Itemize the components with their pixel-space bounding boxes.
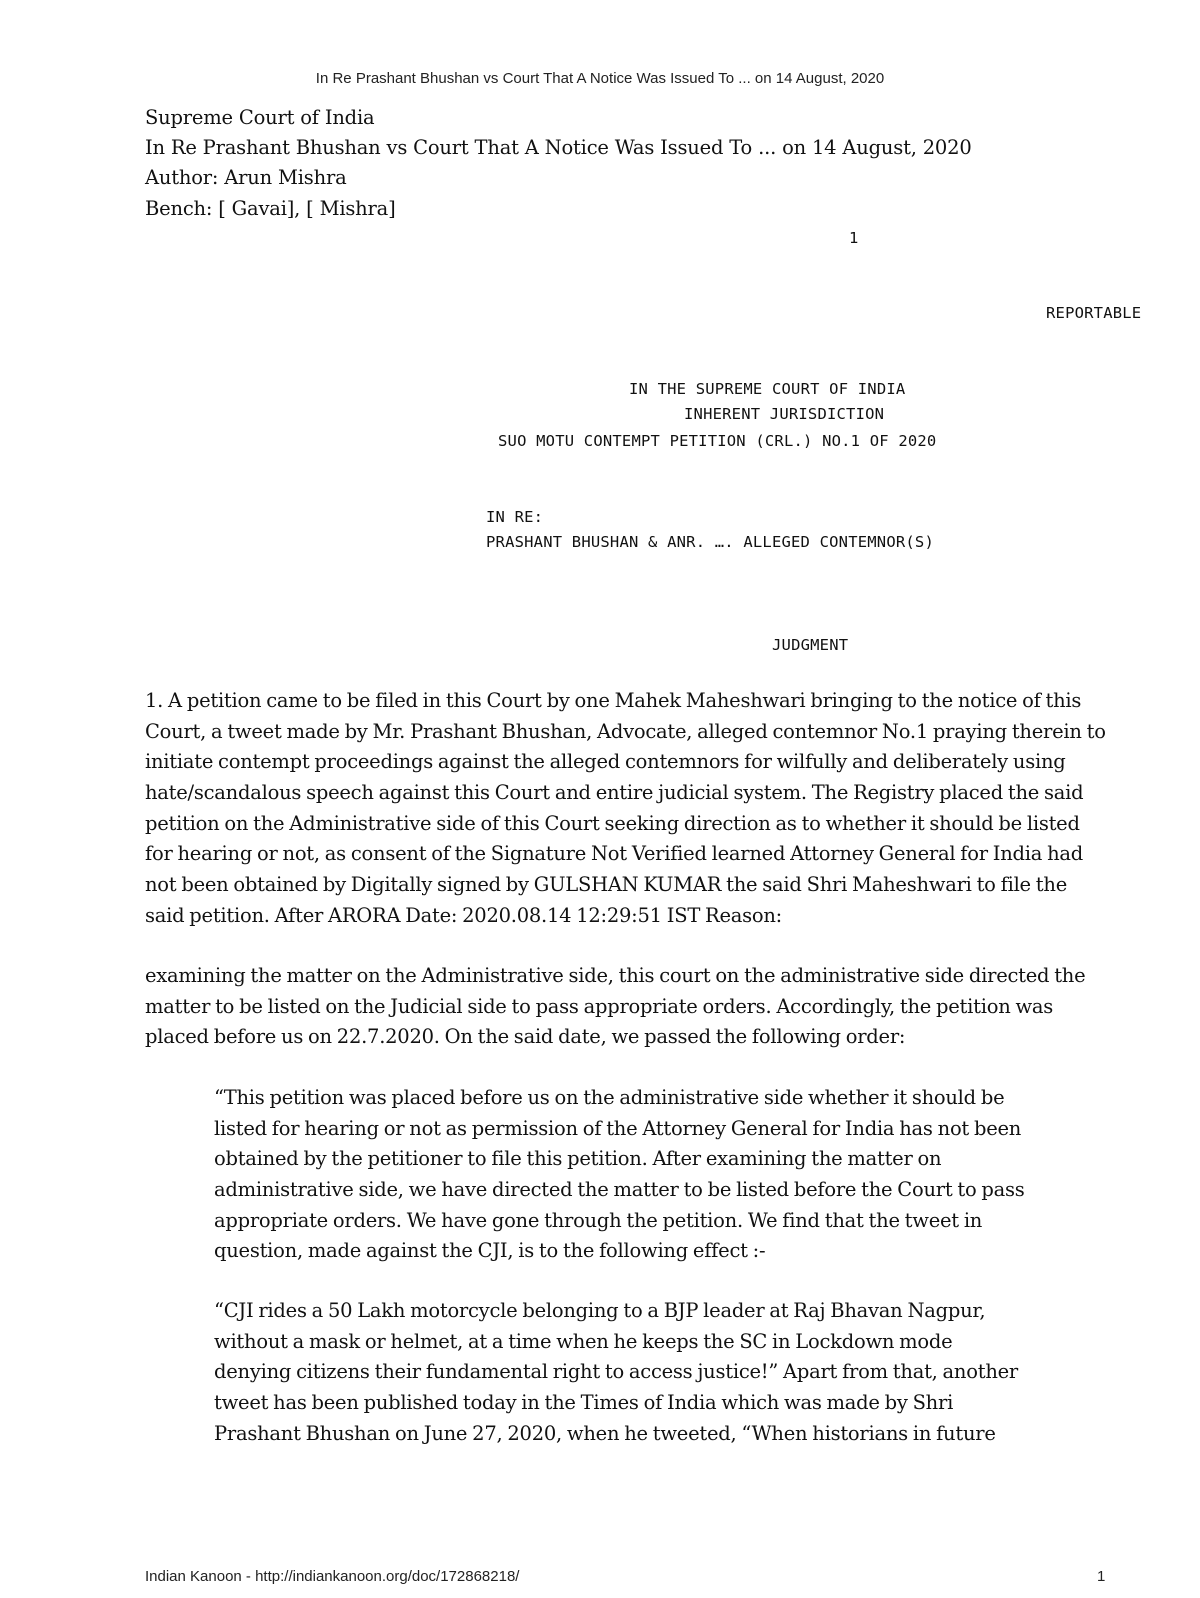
running-header: In Re Prashant Bhushan vs Court That A Notice Was Issued To ... on 14 August, 2020 bbox=[315, 70, 885, 87]
paragraph-line: Court, a tweet made by Mr. Prashant Bhushan, Advocate, alleged contemnor No.1 praying therein to bbox=[145, 719, 1106, 743]
footer-page-number: 1 bbox=[1097, 1568, 1106, 1585]
quote-line: listed for hearing or not as permission of the Attorney General for India has not been bbox=[214, 1116, 1022, 1140]
caption-in-re: IN RE: bbox=[486, 508, 544, 526]
paragraph-line: 1. A petition came to be filed in this Court by one Mahek Maheshwari bringing to the notice of this bbox=[145, 689, 1082, 712]
quote-line: tweet has been published today in the Times of India which was made by Shri bbox=[214, 1391, 954, 1415]
caption-parties: PRASHANT BHUSHAN & ANR. …. ALLEGED CONTEMNOR(S) bbox=[486, 533, 934, 551]
caption-petition: SUO MOTU CONTEMPT PETITION (CRL.) NO.1 OF 2020 bbox=[498, 432, 937, 450]
caption-jurisdiction: INHERENT JURISDICTION bbox=[684, 405, 885, 423]
paragraph-line: not been obtained by Digitally signed by GULSHAN KUMAR the said Shri Maheshwari to file the bbox=[145, 873, 1067, 897]
reportable-label: REPORTABLE bbox=[1046, 304, 1142, 322]
quote-line: question, made against the CJI, is to the following effect :- bbox=[214, 1239, 766, 1263]
judgment-page-number: 1 bbox=[849, 229, 859, 247]
paragraph-line: petition on the Administrative side of this Court seeking direction as to whether it should be listed bbox=[145, 811, 1080, 835]
paragraph-line: matter to be listed on the Judicial side to pass appropriate orders. Accordingly, the petition was bbox=[145, 994, 1054, 1018]
author-line: Author: Arun Mishra bbox=[145, 166, 347, 189]
judgment-heading: JUDGMENT bbox=[772, 636, 849, 654]
quote-line: appropriate orders. We have gone through the petition. We find that the tweet in bbox=[214, 1208, 983, 1232]
paragraph-line: for hearing or not, as consent of the Signature Not Verified learned Attorney General for India had bbox=[145, 842, 1083, 866]
quote-line: denying citizens their fundamental right to access justice!” Apart from that, another bbox=[214, 1360, 1018, 1384]
quoted-order bbox=[214, 1083, 1044, 1267]
footer-source: Indian Kanoon - http://indiankanoon.org/doc/172868218/ bbox=[145, 1568, 520, 1585]
quote-line: “This petition was placed before us on the administrative side whether it should be bbox=[214, 1086, 1005, 1109]
quote-line: Prashant Bhushan on June 27, 2020, when he tweeted, “When historians in future bbox=[214, 1421, 996, 1445]
court-name: Supreme Court of India bbox=[145, 106, 375, 129]
paragraph-line: said petition. After ARORA Date: 2020.08.14 12:29:51 IST Reason: bbox=[145, 903, 783, 927]
caption-court: IN THE SUPREME COURT OF INDIA bbox=[629, 380, 906, 398]
quote-line: administrative side, we have directed the matter to be listed before the Court to pass bbox=[214, 1178, 1025, 1202]
paragraph-line: hate/scandalous speech against this Court and entire judicial system. The Registry placed the said bbox=[145, 781, 1084, 805]
quote-line: without a mask or helmet, at a time when he keeps the SC in Lockdown mode bbox=[214, 1329, 953, 1353]
quote-line: obtained by the petitioner to file this petition. After examining the matter on bbox=[214, 1147, 942, 1171]
paragraph-line: examining the matter on the Administrative side, this court on the administrative side directed the bbox=[145, 964, 1086, 987]
quote-line: “CJI rides a 50 Lakh motorcycle belonging to a BJP leader at Raj Bhavan Nagpur, bbox=[214, 1299, 986, 1322]
paragraph-line: placed before us on 22.7.2020. On the said date, we passed the following order: bbox=[145, 1025, 906, 1049]
paragraph-2 bbox=[145, 961, 1120, 1053]
bench-line: Bench: [ Gavai], [ Mishra] bbox=[145, 197, 396, 220]
paragraph-1 bbox=[145, 686, 1120, 932]
document-title: In Re Prashant Bhushan vs Court That A Notice Was Issued To ... on 14 August, 2020 bbox=[145, 136, 972, 159]
quoted-tweet bbox=[214, 1296, 1044, 1449]
paragraph-line: initiate contempt proceedings against the alleged contemnors for wilfully and deliberately using bbox=[145, 750, 1066, 774]
